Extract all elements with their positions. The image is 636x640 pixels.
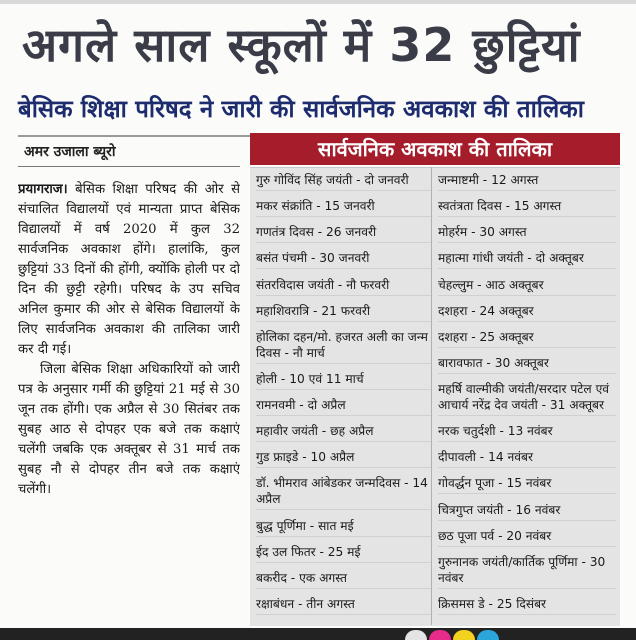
holiday-date: 30 अगस्त: [479, 225, 527, 240]
left-holiday-row: [256, 596, 432, 615]
holiday-date: दो अक्तूबर: [535, 251, 584, 266]
holiday-date: 24 अक्तूबर: [479, 303, 534, 318]
holiday-date: दो अप्रैल: [307, 398, 346, 412]
holiday-date: सात मई: [318, 518, 354, 533]
holiday-name: रामनवमी: [256, 398, 296, 412]
holiday-date: 16 नवंबर: [515, 502, 561, 517]
right-holiday-row: [438, 250, 616, 269]
separator: -: [467, 225, 480, 240]
separator: -: [317, 424, 331, 439]
holiday-name: क्रिसमस डे: [438, 596, 485, 611]
right-holiday-row: [438, 554, 616, 589]
right-holiday-row: [438, 423, 616, 442]
holiday-name: मोहर्रम: [438, 225, 468, 240]
separator: -: [334, 277, 347, 292]
holiday-date: 21 फरवरी: [321, 303, 371, 318]
holiday-date: दो जनवरी: [364, 173, 409, 187]
holiday-date: छह अप्रैल: [330, 424, 374, 439]
separator: -: [537, 398, 550, 412]
separator: -: [494, 528, 507, 543]
left-holiday-row: [256, 570, 432, 589]
right-holiday-row: [438, 224, 616, 243]
holiday-date: एक अगस्त: [299, 570, 347, 585]
right-holiday-row: [438, 355, 616, 374]
article-paragraph-1-text: बेसिक शिक्षा परिषद की ओर से संचालित विद्यालयों एवं मान्यता प्राप्त बेसिक विद्यालयों में वर्ष 2020 में कुल 32 सार्वजनिक अवकाश होंगे। हालांकि, कुल छुट्टियां 33 दिनों की होंगी, क्योंकि होली पर दो दिन की छुट्टी रहेगी। परिषद के उप सचिव अनिल कुमार की ओर से बेसिक विद्यालयों के लिए सार्वजनिक अवकाश की तालिका जारी कर दी गई।: [18, 182, 240, 357]
right-holiday-row: [438, 329, 616, 348]
holiday-date: 15 नवंबर: [506, 476, 552, 491]
left-holiday-row: [256, 544, 432, 563]
holiday-date: 25 अक्तूबर: [479, 329, 534, 344]
holiday-name: महात्मा गांधी जयंती: [438, 251, 524, 266]
table-title-banner: सार्वजनिक अवकाश की तालिका: [250, 133, 620, 165]
holiday-date: 25 दिसंबर: [496, 596, 547, 611]
right-holiday-row: [438, 475, 616, 494]
holiday-name: डॉ. भीमराव आंबेडकर जन्मदिवस: [256, 476, 401, 491]
left-holiday-row: [256, 449, 432, 468]
holiday-name: गणतंत्र दिवस: [256, 225, 314, 240]
registration-dot: [453, 630, 475, 640]
separator: -: [294, 596, 307, 611]
separator: -: [482, 355, 495, 370]
separator: -: [277, 371, 290, 386]
headline: अगले साल स्कूलों में 32 छुट्टियां: [22, 18, 581, 72]
left-holiday-row: [256, 250, 432, 269]
right-holiday-row: [438, 596, 616, 615]
separator: -: [503, 502, 516, 517]
right-holiday-row: [438, 528, 616, 547]
holiday-date: 30 अक्तूबर: [494, 355, 549, 370]
dateline: प्रयागराज।: [18, 182, 68, 197]
holiday-date: 26 जनवरी: [326, 225, 377, 240]
separator: -: [577, 554, 590, 569]
separator: -: [309, 303, 322, 318]
article-paragraph-1: [18, 180, 240, 360]
holiday-date: 10 अप्रैल: [310, 450, 355, 465]
holiday-name: गुड फ्राइडे: [256, 450, 299, 465]
right-holiday-row: [438, 277, 616, 296]
right-holiday-row: [438, 198, 616, 217]
holiday-column-left: [250, 167, 436, 626]
left-holiday-row: [256, 224, 432, 243]
byline: अमर उजाला ब्यूरो: [24, 144, 116, 160]
separator: -: [400, 476, 413, 491]
separator: -: [307, 251, 320, 266]
holiday-date: 20 नवंबर: [506, 528, 552, 543]
separator: -: [475, 450, 489, 465]
left-holiday-row: [256, 397, 432, 416]
holiday-name: नरक चतुर्दशी: [438, 424, 496, 439]
holiday-date: 15 जनवरी: [324, 199, 375, 214]
holiday-name: दीपावली: [438, 450, 476, 465]
holiday-date: तीन अगस्त: [306, 596, 355, 611]
holiday-date: 30 जनवरी: [319, 251, 370, 266]
separator: -: [478, 173, 492, 187]
registration-dot: [477, 630, 499, 640]
holiday-name: दशहरा: [438, 329, 468, 344]
separator: -: [312, 199, 325, 214]
left-holiday-row: [256, 198, 432, 217]
left-holiday-row: [256, 303, 432, 322]
separator: -: [484, 596, 497, 611]
holiday-date: नौ मार्च: [292, 345, 325, 360]
right-holiday-row: [438, 381, 616, 416]
holiday-column-right: [432, 167, 620, 626]
holiday-name: होलिका दहन/मो. हजरत अली का जन्म दिवस: [256, 329, 428, 360]
holiday-name: मकर संक्रांति: [256, 199, 313, 214]
separator: -: [298, 450, 311, 465]
top-edge: [0, 0, 636, 4]
holiday-name: होली: [256, 371, 278, 386]
holiday-name: छठ पूजा पर्व: [438, 528, 495, 543]
color-registration-marks: [405, 630, 525, 638]
holiday-name: जन्माष्टमी: [438, 173, 479, 187]
left-holiday-row: [256, 329, 432, 364]
holiday-name: बसंत पंचमी: [256, 251, 308, 266]
separator: -: [494, 476, 507, 491]
column-divider: [431, 167, 432, 625]
holiday-name: चेहल्लुम: [438, 277, 474, 292]
holiday-date: 25 मई: [327, 544, 361, 559]
bottom-edge: [0, 628, 636, 640]
left-holiday-row: [256, 172, 432, 191]
registration-dot: [429, 630, 451, 640]
holiday-date: नौ फरवरी: [346, 277, 390, 292]
holiday-name: गुरुनानक जयंती/कार्तिक पूर्णिमा: [438, 554, 578, 569]
holiday-name: बारावफात: [438, 355, 483, 370]
separator: -: [286, 570, 300, 585]
byline-rule: [18, 166, 240, 167]
right-holiday-row: [438, 502, 616, 521]
holiday-name: संतरविदास जयंती: [256, 277, 335, 292]
right-holiday-row: [438, 172, 616, 191]
separator: -: [523, 251, 536, 266]
separator: -: [280, 345, 293, 360]
separator: -: [313, 225, 327, 240]
holiday-date: 15 अगस्त: [513, 199, 562, 214]
separator: -: [495, 424, 508, 439]
holiday-name: गुरु गोविंद सिंह जयंती: [256, 173, 353, 187]
holiday-name: दशहरा: [438, 303, 468, 318]
left-holiday-row: [256, 277, 432, 296]
separator: -: [315, 544, 328, 559]
holiday-name: महर्षि वाल्मीकी जयंती/सरदार पटेल एवं आचार्य नरेंद्र देव जयंती: [438, 382, 610, 412]
holiday-date: 10 एवं 11 मार्च: [289, 371, 364, 386]
holiday-date: 31 अक्तूबर: [549, 398, 605, 412]
separator: -: [305, 518, 319, 533]
subheadline: बेसिक शिक्षा परिषद ने जारी की सार्वजनिक अवकाश की तालिका: [18, 95, 584, 123]
holiday-name: गोवर्द्धन पूजा: [438, 476, 495, 491]
article-body: [18, 180, 240, 620]
holiday-name: चित्रगुप्त जयंती: [438, 502, 504, 517]
separator: -: [467, 329, 480, 344]
left-holiday-row: [256, 518, 432, 537]
separator: -: [352, 173, 365, 187]
separator: -: [473, 277, 486, 292]
holiday-name: बकरीद: [256, 570, 287, 585]
left-holiday-row: [256, 423, 432, 442]
registration-dot: [405, 630, 427, 640]
holiday-name: महावीर जयंती: [256, 424, 318, 439]
article-paragraph-2: जिला बेसिक शिक्षा अधिकारियों को जारी पत्र के अनुसार गर्मी की छुट्टियां 21 मई से 30 जून तक होंगी। एक अप्रैल से 30 सितंबर तक सुबह आठ से दोपहर एक बजे तक कक्षाएं चलेंगी जबकि एक अक्तूबर से 31 मार्च तक सुबह नौ से दोपहर तीन बजे तक कक्षाएं चलेंगी।: [18, 362, 240, 497]
right-holiday-row: [438, 449, 616, 468]
separator: -: [501, 199, 514, 214]
holiday-date: 12 अगस्त: [491, 173, 539, 187]
holiday-name: स्वतंत्रता दिवस: [438, 199, 502, 214]
holiday-name: रक्षाबंधन: [256, 596, 295, 611]
separator: -: [467, 303, 480, 318]
right-holiday-row: [438, 303, 616, 322]
holiday-name: महाशिवरात्रि: [256, 303, 310, 318]
holiday-date: 14 नवंबर: [488, 450, 533, 465]
left-holiday-row: [256, 475, 432, 510]
holiday-date: 14 अप्रैल: [256, 476, 428, 507]
holiday-name: ईद उल फितर: [256, 544, 316, 559]
holiday-date: 30 नवंबर: [438, 554, 606, 585]
holiday-date: 13 नवंबर: [507, 424, 553, 439]
holiday-date: आठ अक्तूबर: [485, 277, 544, 292]
separator: -: [295, 398, 308, 412]
holiday-name: बुद्ध पूर्णिमा: [256, 518, 306, 533]
left-holiday-row: [256, 371, 432, 390]
